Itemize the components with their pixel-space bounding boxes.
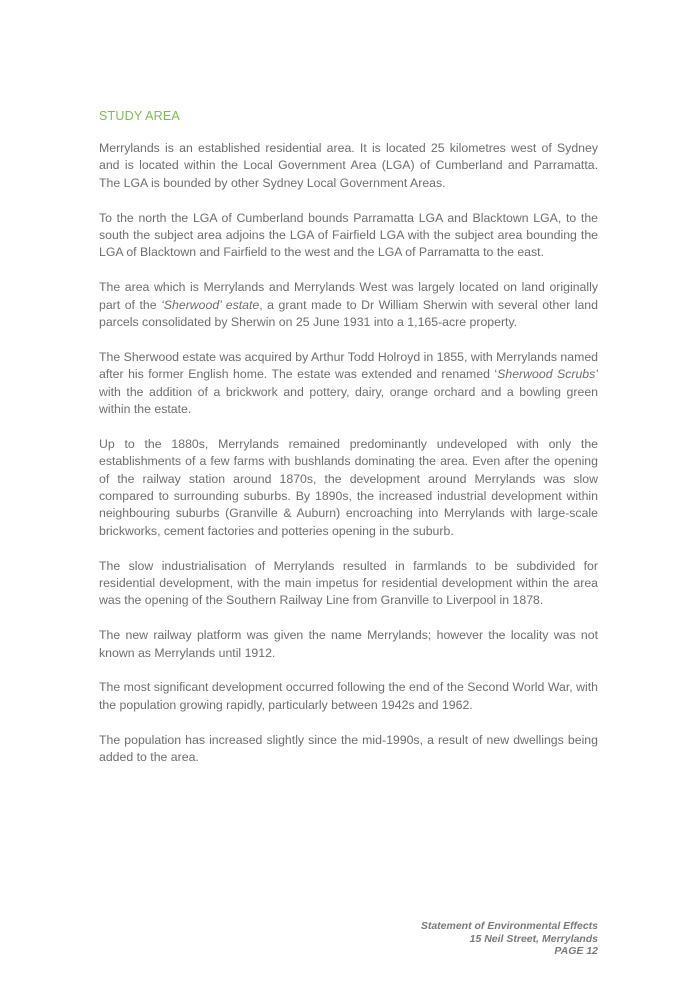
estate-name-emphasis: ‘Sherwood’ estate: [161, 297, 260, 312]
paragraph-industrialisation: The slow industrialisation of Merrylands resulted in farmlands to be subdivided for residential development, with the main impetus for residential development within the area was the opening of the Southern Railway Line from Granville to Liverpool in 1878.: [99, 558, 598, 608]
paragraph-location: Merrylands is an established residential area. It is located 25 kilometres west of Sydney and is located within the Local Government Area (LGA) of Cumberland and Parramatta. The LGA is bounded by other Sydney Local Government Areas.: [99, 141, 598, 190]
paragraph-boundaries: To the north the LGA of Cumberland bounds Parramatta LGA and Blacktown LGA, to the south the subject area adjoins the LGA of Fairfield LGA with the subject area bounding the LGA of Blacktown and Fairfield to the west and the LGA of Parramatta to the east.: [99, 210, 598, 260]
estate-name-emphasis: Sherwood Scrubs’: [497, 367, 599, 382]
paragraph-1880s: Up to the 1880s, Merrylands remained predominantly undeveloped with only the establishments of a few farms with bushlands dominating the area. Even after the opening of the railway station around 1870s, the development around Merrylands was slow compared to surrounding suburbs. By 1890s, the increased industrial development within neighbouring suburbs (Granville & Auburn) encroaching into Merrylands with large-scale brickworks, cement factories and potteries opening in the suburb.: [99, 436, 598, 538]
paragraph-text: The Sherwood estate was acquired by Arthur Todd Holroyd in 1855, with Merrylands named after his former English home. The estate was extended and renamed ‘: [99, 349, 598, 382]
section-heading: STUDY AREA: [99, 109, 180, 123]
paragraph-text: The area which is Merrylands and Merrylands West was largely located on land originally part of the: [99, 280, 598, 312]
paragraph-holroyd: [99, 349, 598, 419]
paragraph-text: , a grant made to Dr William Sherwin with several other land parcels consolidated by Sherwin on 25 June 1931 into a 1,165-acre property.: [99, 297, 598, 330]
paragraph-sherwood-estate: [99, 279, 598, 331]
page-footer: [298, 920, 598, 958]
document-body: [99, 140, 598, 784]
page-number: PAGE 12: [554, 945, 598, 958]
footer-document-title: Statement of Environmental Effects: [420, 920, 598, 932]
paragraph-post-war: The most significant development occurred following the end of the Second World War, with the population growing rapidly, particularly between 1942s and 1962.: [99, 680, 598, 712]
footer-address: 15 Neil Street, Merrylands: [469, 932, 598, 945]
paragraph-population: The population has increased slightly since the mid-1990s, a result of new dwellings being added to the area.: [99, 732, 598, 765]
paragraph-railway-platform: The new railway platform was given the name Merrylands; however the locality was not known as Merrylands until 1912.: [99, 628, 598, 660]
paragraph-text: with the addition of a brickwork and pottery, dairy, orange orchard and a bowling green within the estate.: [99, 384, 598, 417]
